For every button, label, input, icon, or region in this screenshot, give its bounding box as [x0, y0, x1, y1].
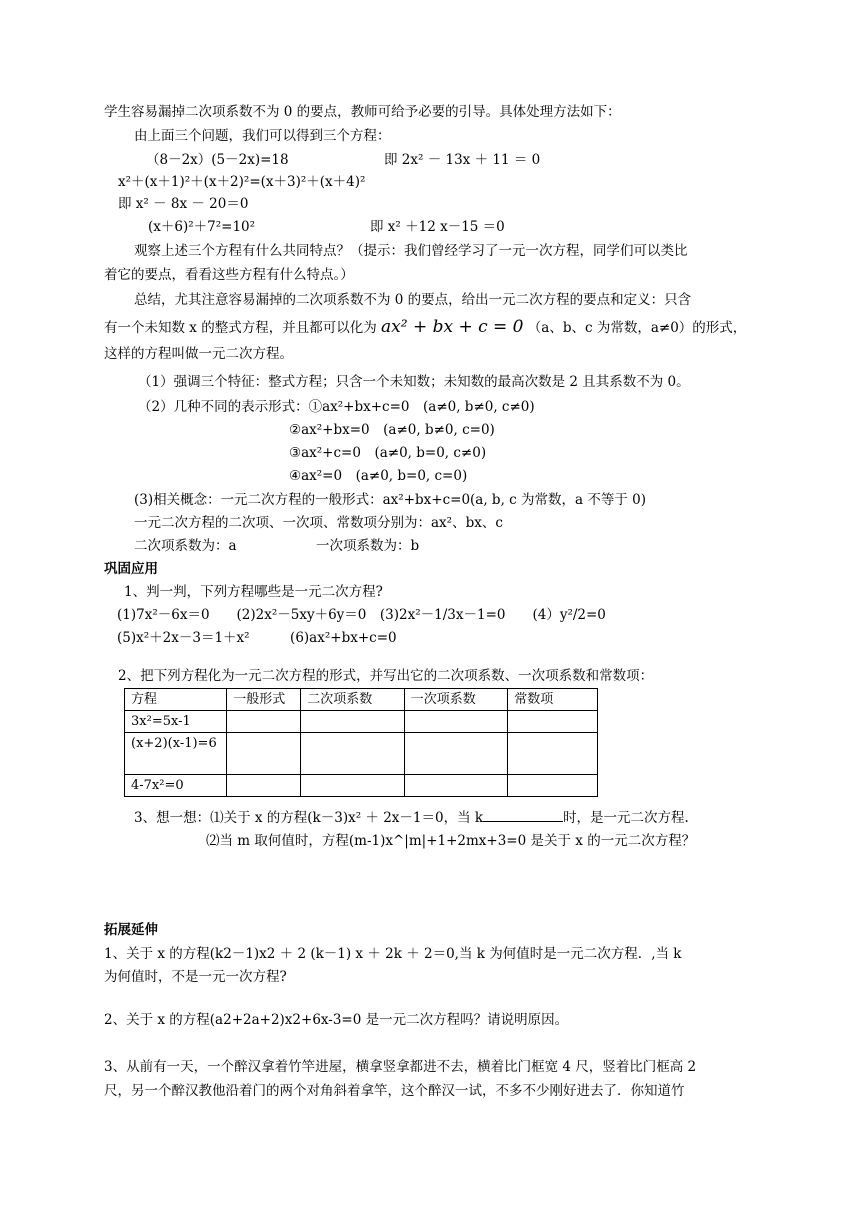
question-text: 3、想一想：⑴关于 x 的方程(k－3)x² ＋ 2x－1＝0，当 k — [134, 810, 484, 826]
table-cell — [404, 733, 507, 775]
table-row — [125, 711, 598, 733]
equation-2: x²＋(x＋1)²＋(x＋2)²=(x＋3)²＋(x＋4)² — [118, 174, 366, 190]
coefficient-table — [124, 688, 598, 797]
table-cell — [508, 711, 598, 733]
definition-text: 有一个未知数 x 的整式方程，并且都可以化为 — [104, 320, 377, 336]
text-line: 二次项系数为：a — [134, 538, 237, 554]
text-line: ③ax²+c=0 (a≠0, b=0, c≠0) — [289, 445, 487, 461]
text-line: 一元二次方程的二次项、一次项、常数项分别为：ax²、bx、c — [134, 515, 503, 531]
text-line: 总结，尤其注意容易漏掉的二次项系数不为 0 的要点，给出一元二次方程的要点和定义：只含 — [134, 292, 692, 308]
table-header: 一次项系数 — [404, 689, 507, 711]
table-cell: 3x²=5x-1 — [125, 711, 227, 733]
definition-line — [104, 317, 746, 338]
table-cell — [227, 711, 301, 733]
section-heading: 拓展延伸 — [104, 922, 158, 938]
text-line: 一次项系数为：b — [316, 538, 420, 554]
table-cell: 4-7x²=0 — [125, 775, 227, 797]
equation-1-simplified: 即 2x² － 13x ＋ 11 ＝ 0 — [384, 152, 541, 168]
section-heading: 巩固应用 — [104, 561, 158, 577]
text-line: 2、把下列方程化为一元二次方程的形式，并写出它的二次项系数、一次项系数和常数项： — [118, 668, 654, 684]
text-line: ⑵当 m 取何值时，方程(m-1)x^|m|+1+2mx+3=0 是关于 x 的一元二次方程？ — [206, 833, 696, 849]
table-cell — [508, 775, 598, 797]
text-line: 学生容易漏掉二次项系数不为 0 的要点，教师可给予必要的引导。具体处理方法如下： — [104, 104, 621, 120]
table-cell — [227, 775, 301, 797]
table-header: 一般形式 — [227, 689, 301, 711]
question-line — [134, 807, 689, 828]
general-form-formula: ax² + bx + c = 0 — [381, 317, 524, 337]
question-text: 时，是一元二次方程. — [563, 810, 689, 826]
text-line: 1、关于 x 的方程(k2－1)x2 ＋ 2 (k－1) x ＋ 2k ＋ 2＝0,当 k 为何值时是一元二次方程．,当 k — [104, 946, 682, 962]
table-cell — [301, 733, 404, 775]
text-line: (1)7x²－6x＝0 (2)2x²－5xy＋6y＝0 (3)2x²－1/3x－1=0 (4）y²/2=0 — [117, 607, 606, 623]
text-line: ②ax²+bx=0 (a≠0, b≠0, c=0) — [289, 422, 495, 438]
text-line: 这样的方程叫做一元二次方程。 — [104, 346, 293, 362]
table-row — [125, 733, 598, 775]
equation-2-simplified: 即 x² － 8x － 20＝0 — [118, 196, 249, 212]
table-cell — [227, 733, 301, 775]
text-line: （2）几种不同的表示形式：①ax²+bx+c=0 (a≠0, b≠0, c≠0) — [138, 399, 535, 415]
text-line: (5)x²＋2x－3＝1＋x² (6)ax²+bx+c=0 — [117, 630, 397, 646]
text-line: ④ax²=0 (a≠0, b=0, c=0) — [289, 468, 468, 484]
text-line: 尺，另一个醉汉教他沿着门的两个对角斜着拿竿，这个醉汉一试，不多不少刚好进去了．你知道竹 — [104, 1083, 685, 1099]
text-line: 2、关于 x 的方程(a2+2a+2)x2+6x-3=0 是一元二次方程吗？请说明原因。 — [104, 1012, 569, 1028]
equation-1: （8－2x）(5－2x)=18 — [146, 152, 289, 168]
text-line: 由上面三个问题，我们可以得到三个方程： — [134, 128, 391, 144]
text-line: 1、判一判，下列方程哪些是一元二次方程? — [124, 584, 383, 600]
table-header: 常数项 — [508, 689, 598, 711]
table-row — [125, 775, 598, 797]
table-cell — [508, 733, 598, 775]
text-line: 观察上述三个方程有什么共同特点？（提示：我们曾经学习了一元一次方程，同学们可以类比 — [134, 243, 688, 259]
table-cell — [404, 775, 507, 797]
table-cell — [404, 711, 507, 733]
table-cell — [301, 775, 404, 797]
text-line: 为何值时，不是一元一次方程? — [104, 969, 287, 985]
text-line: 3、从前有一天，一个醉汉拿着竹竿进屋，横拿竖拿都进不去，横着比门框宽 4 尺，竖着比门框高 2 — [104, 1059, 697, 1075]
table-cell — [301, 711, 404, 733]
equation-3-simplified: 即 x² ＋12 x－15 ＝0 — [370, 219, 505, 235]
answer-blank[interactable] — [483, 807, 563, 822]
definition-text: （a、b、c 为常数，a≠0）的形式， — [527, 320, 747, 336]
table-header: 二次项系数 — [301, 689, 404, 711]
table-cell: (x+2)(x-1)=6 — [125, 733, 227, 775]
equation-3: (x＋6)²＋7²=10² — [148, 219, 256, 235]
text-line: (3)相关概念：一元二次方程的一般形式：ax²+bx+c=0(a, b, c 为常数，a 不等于 0) — [134, 492, 646, 508]
text-line: 着它的要点，看看这些方程有什么特点。） — [104, 267, 354, 283]
table-header-row — [125, 689, 598, 711]
table-header: 方程 — [125, 689, 227, 711]
text-line: （1）强调三个特征：整式方程；只含一个未知数；未知数的最高次数是 2 且其系数不为 0。 — [138, 374, 690, 390]
